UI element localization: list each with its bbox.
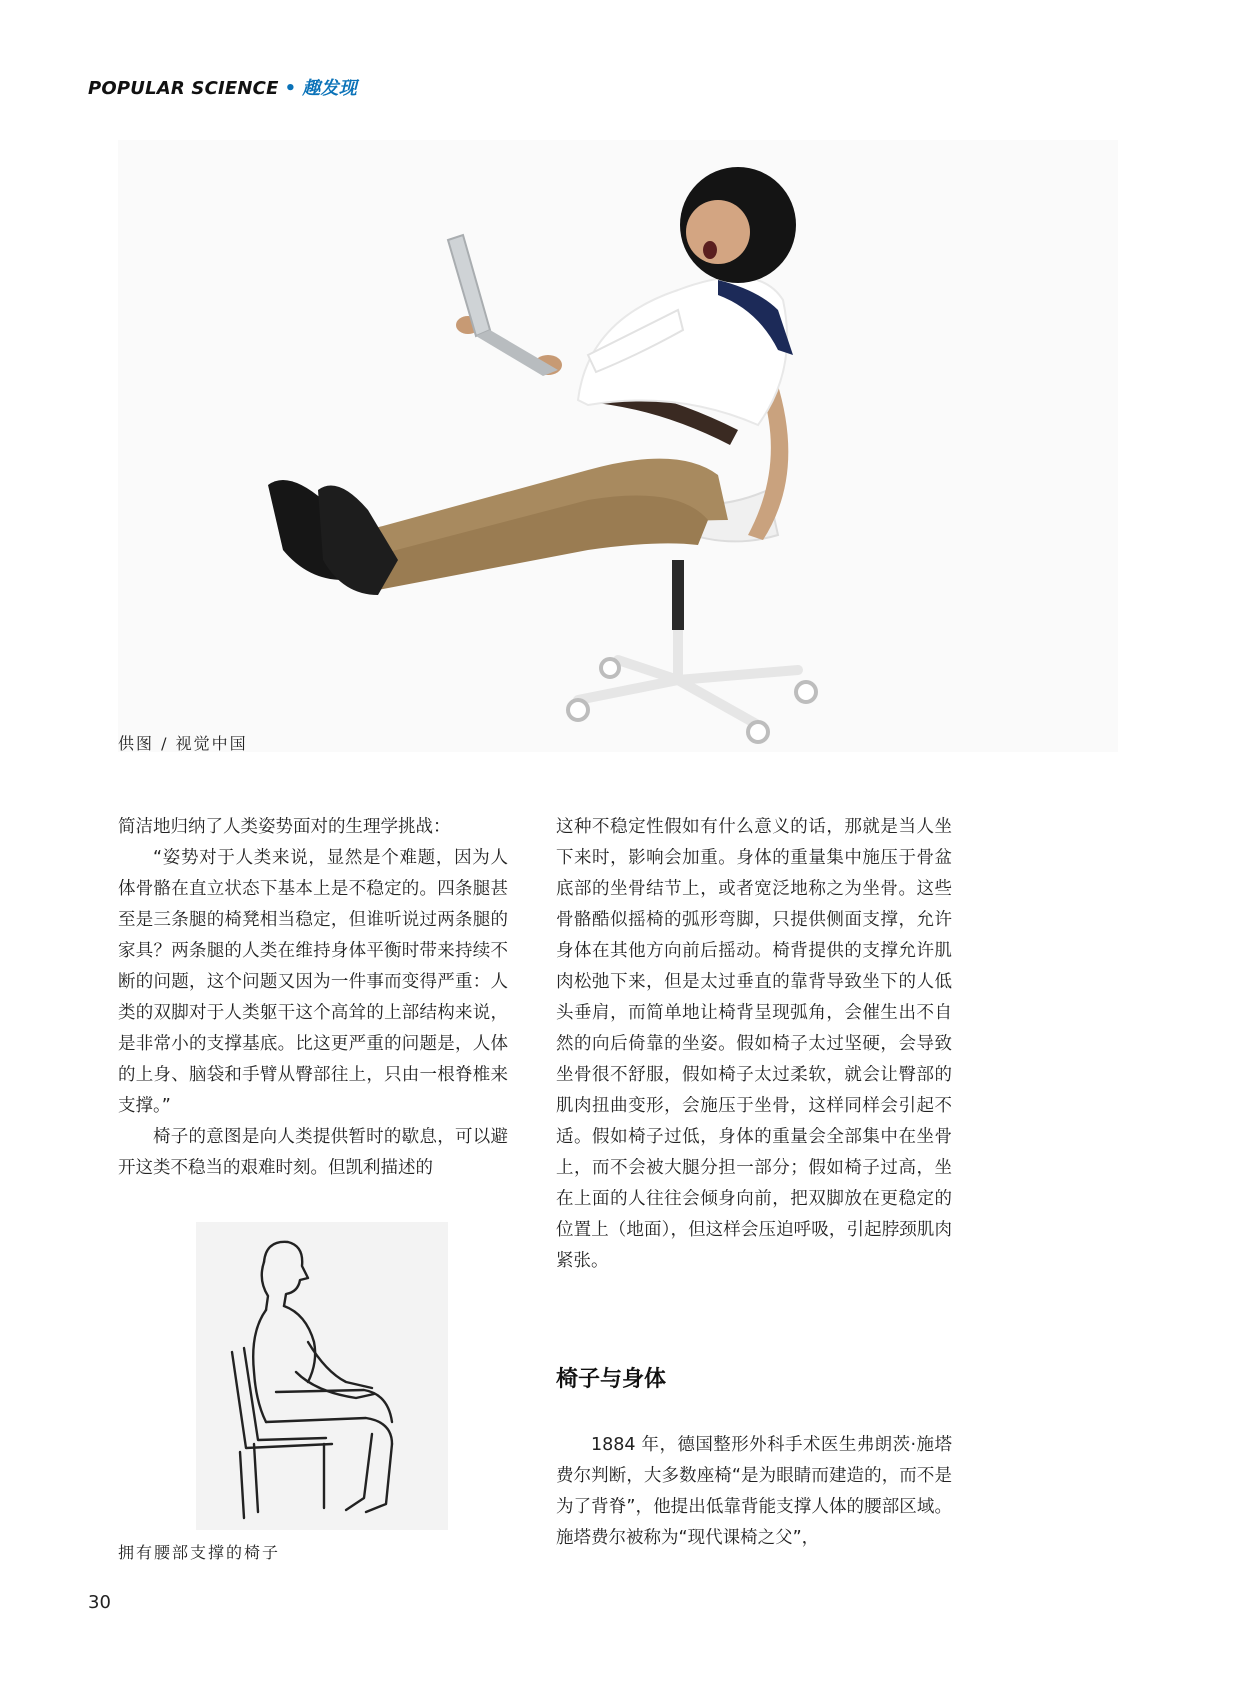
page-header: [88, 74, 357, 100]
man-on-office-chair-illustration: [118, 140, 1118, 752]
right-column: [556, 812, 952, 1277]
photo-credit: 供图 / 视觉中国: [118, 734, 248, 753]
left-paragraph-3: 椅子的意图是向人类提供暂时的歇息，可以避开这类不稳当的艰难时刻。但凯利描述的: [118, 1127, 508, 1178]
page-number: 30: [88, 1592, 111, 1613]
hero-photo: [118, 140, 1118, 752]
lumbar-chair-sketch: [196, 1222, 448, 1530]
section-heading: 椅子与身体: [556, 1367, 667, 1392]
left-column: [118, 812, 508, 1184]
left-paragraph-quote: “姿势对于人类来说，显然是个难题，因为人体骨骼在直立状态下基本上是不稳定的。四条腿甚至是三条腿的椅凳相当稳定，但谁听说过两条腿的家具？两条腿的人类在维持身体平衡时带来持续不断的问题，这个问题又因为一件事而变得严重：人类的双脚对于人类躯干这个高耸的上部结构来说，是非常小的支撑基底。比这更严重的问题是，人体的上身、脑袋和手臂从臀部往上，只由一根脊椎来支撑。”: [118, 848, 508, 1116]
section-name: 趣发现: [302, 78, 357, 99]
right-paragraph-1: 这种不稳定性假如有什么意义的话，那就是当人坐下来时，影响会加重。身体的重量集中施压于骨盆底部的坐骨结节上，或者宽泛地称之为坐骨。这些骨骼酷似摇椅的弧形弯脚，只提供侧面支撑，允许身体在其他方向前后摇动。椅背提供的支撑允许肌肉松弛下来，但是太过垂直的靠背导致坐下的人低头垂肩，而简单地让椅背呈现弧角，会催生出不自然的向后倚靠的坐姿。假如椅子太过坚硬，会导致坐骨很不舒服，假如椅子太过柔软，就会让臀部的肌肉扭曲变形，会施压于坐骨，这样同样会引起不适。假如椅子过低，身体的重量会全部集中在坐骨上，而不会被大腿分担一部分；假如椅子过高，坐在上面的人往往会倾身向前，把双脚放在更稳定的位置上（地面），但这样会压迫呼吸，引起脖颈肌肉紧张。: [556, 817, 952, 1271]
right-paragraph-2: 1884 年，德国整形外科手术医生弗朗茨·施塔费尔判断，大多数座椅“是为眼睛而建造的，而不是为了背脊”，他提出低靠背能支撑人体的腰部区域。施塔费尔被称为“现代课椅之父”，: [556, 1435, 952, 1548]
seated-man-sketch-illustration: [196, 1222, 448, 1530]
right-column-continued: [556, 1430, 952, 1554]
sketch-caption: 拥有腰部支撑的椅子: [118, 1543, 281, 1562]
left-paragraph-1: 简洁地归纳了人类姿势面对的生理学挑战：: [118, 817, 451, 837]
header-separator: •: [284, 78, 297, 99]
magazine-name: POPULAR SCIENCE: [88, 78, 279, 99]
